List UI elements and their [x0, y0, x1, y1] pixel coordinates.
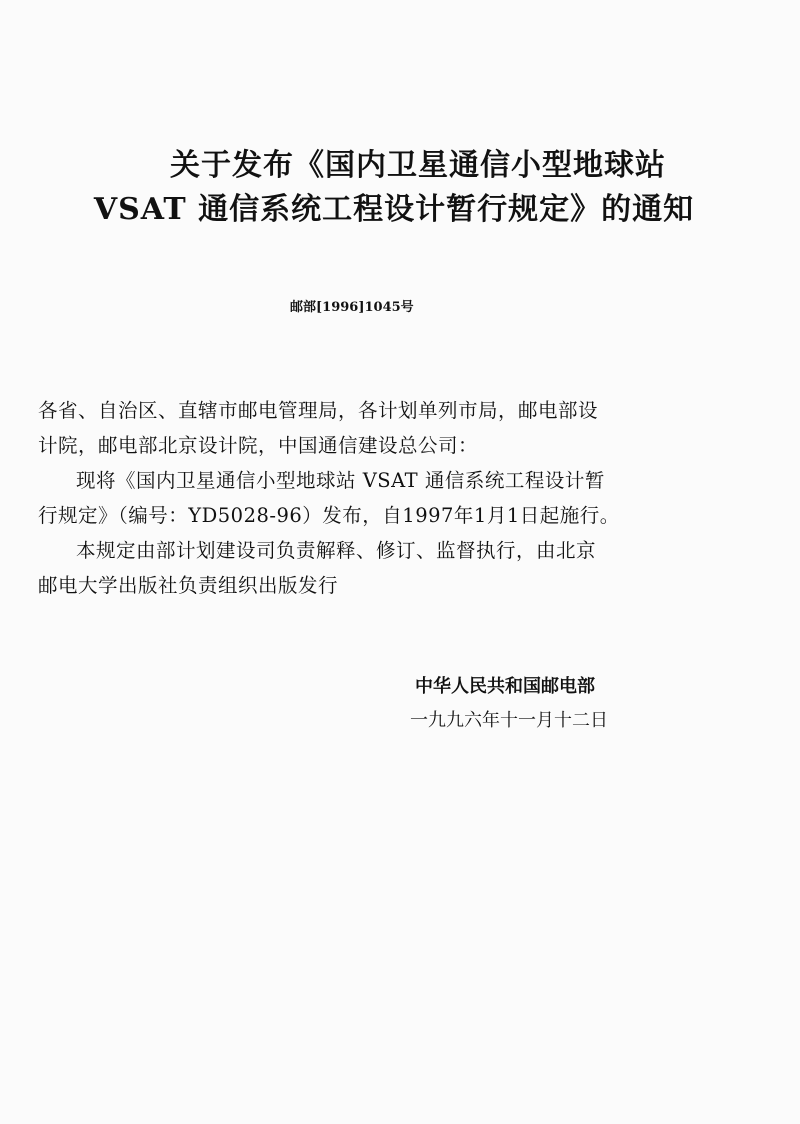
- notice-title-line-2: VSAT 通信系统工程设计暂行规定》的通知: [93, 192, 695, 227]
- signature-organization: 中华人民共和国邮电部: [415, 676, 595, 697]
- document-number: 邮部[1996]1045号: [290, 300, 414, 315]
- paragraph-2-line-1: 本规定由部计划建设司负责解释、修订、监督执行，由北京: [76, 539, 597, 562]
- addressee-line-1: 各省、自治区、直辖市邮电管理局，各计划单列市局，邮电部设: [38, 399, 599, 422]
- paragraph-1-line-1: 现将《国内卫星通信小型地球站 VSAT 通信系统工程设计暂: [76, 469, 605, 492]
- addressee-line-2: 计院，邮电部北京设计院，中国通信建设总公司：: [38, 434, 479, 457]
- signature-date: 一九九六年十一月十二日: [410, 710, 608, 731]
- paragraph-2-line-2: 邮电大学出版社负责组织出版发行: [38, 574, 339, 597]
- paragraph-1-line-2: 行规定》（编号：YD5028-96）发布，自1997年1月1日起施行。: [38, 504, 620, 527]
- notice-title-line-1: 关于发布《国内卫星通信小型地球站: [170, 148, 666, 183]
